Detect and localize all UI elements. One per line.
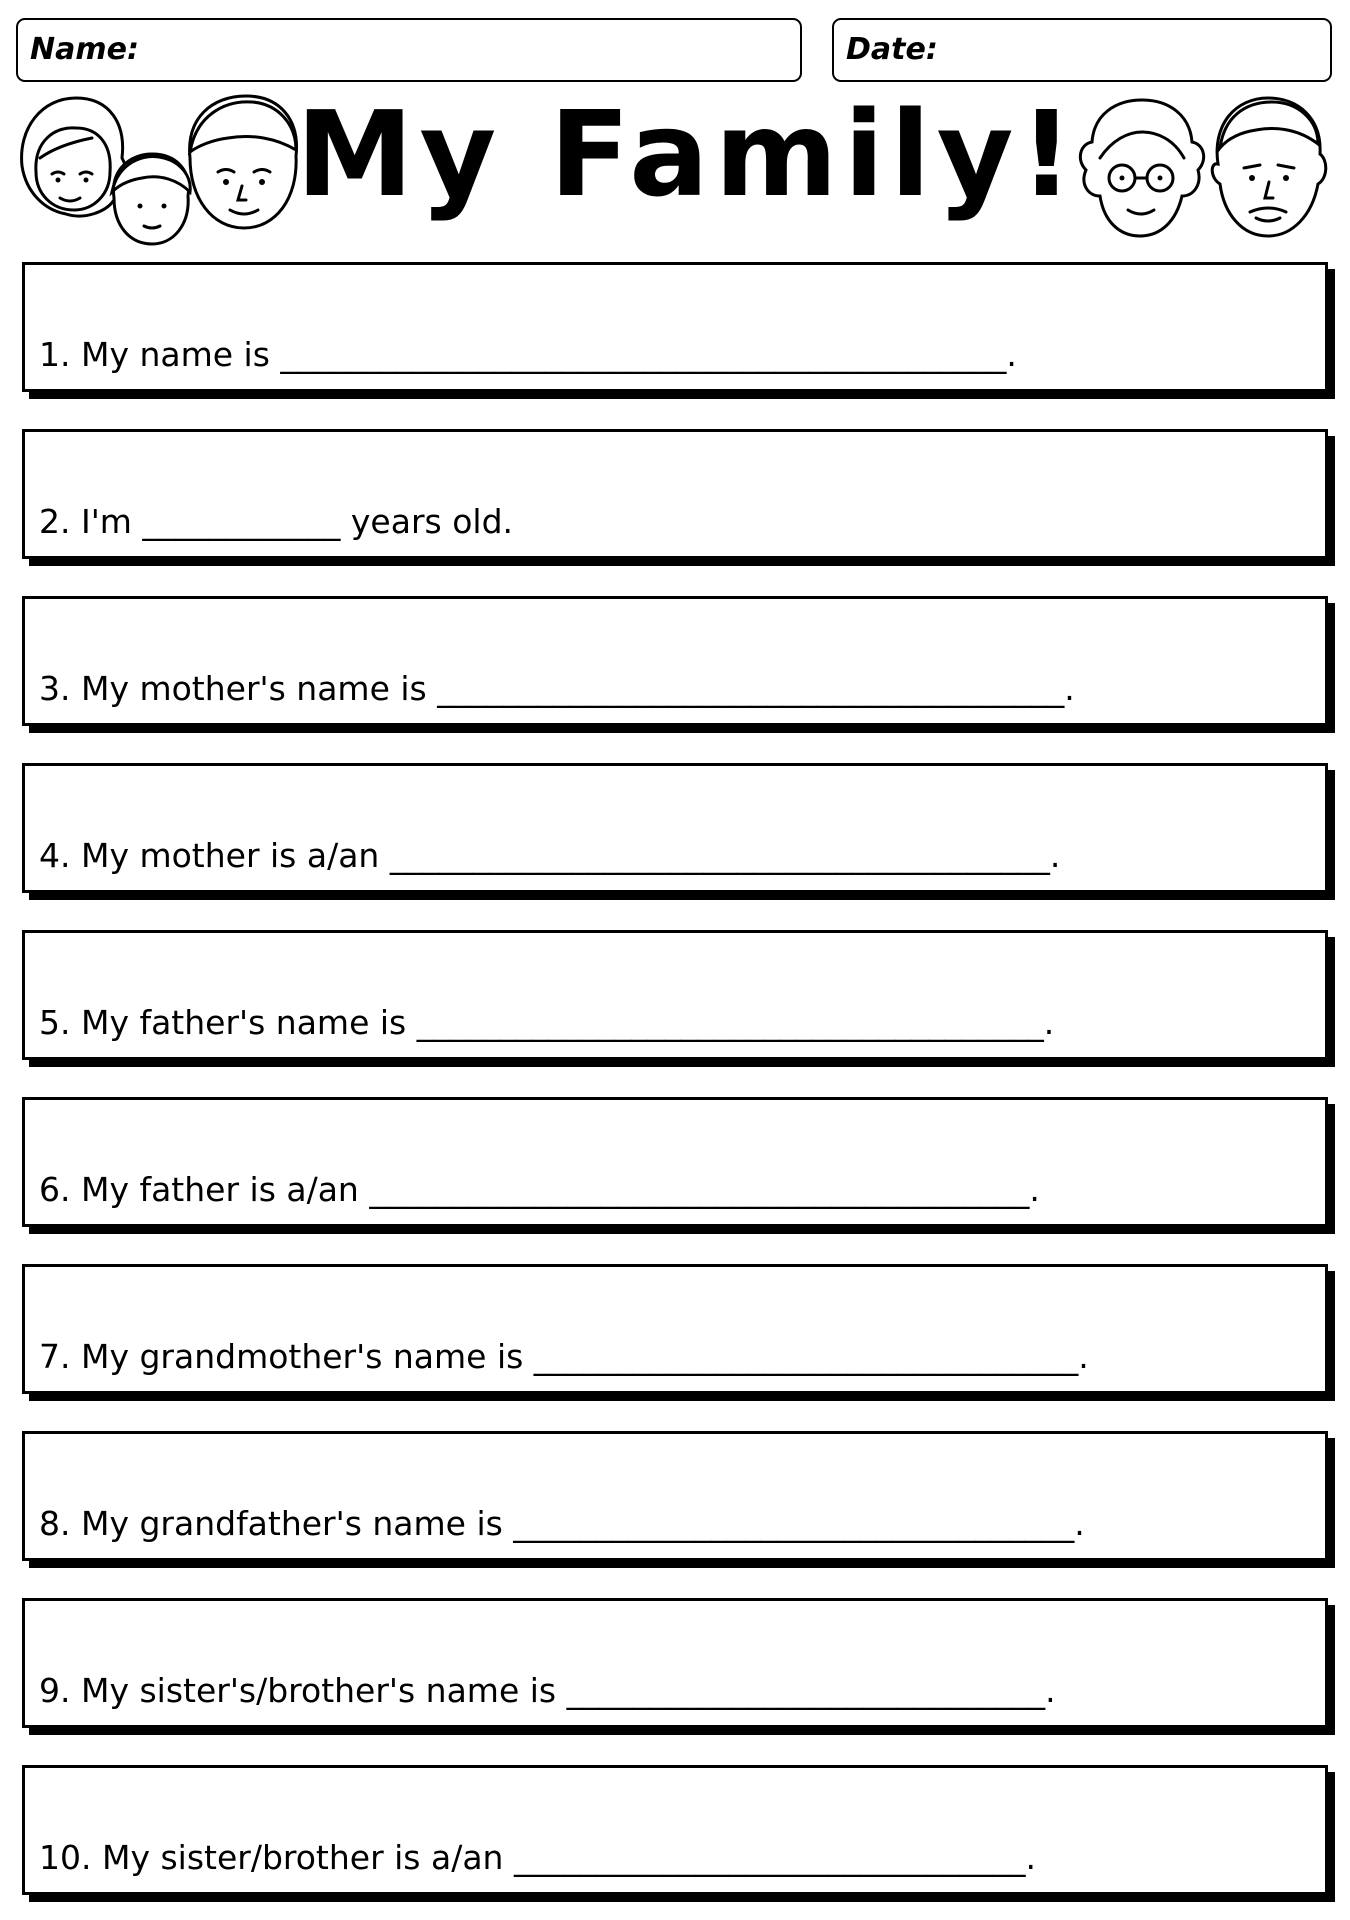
question-row-2[interactable] bbox=[22, 429, 1328, 559]
name-label: Name: bbox=[30, 32, 139, 67]
question-text: 3. My mother's name is ______________________________________. bbox=[39, 669, 1075, 708]
question-text: 7. My grandmother's name is _________________________________. bbox=[39, 1337, 1089, 1376]
mother-face-icon bbox=[22, 98, 127, 216]
page-title: My Family! bbox=[296, 85, 1080, 223]
question-row-10[interactable] bbox=[22, 1765, 1328, 1895]
question-row-8[interactable] bbox=[22, 1431, 1328, 1561]
question-row-6[interactable] bbox=[22, 1097, 1328, 1227]
question-text: 2. I'm ____________ years old. bbox=[39, 502, 514, 541]
family-faces-right bbox=[1072, 88, 1334, 254]
question-text: 1. My name is ____________________________________________. bbox=[39, 335, 1017, 374]
family-faces-left bbox=[14, 88, 300, 254]
grandfather-face-icon bbox=[1212, 98, 1326, 236]
question-text: 8. My grandfather's name is __________________________________. bbox=[39, 1504, 1085, 1543]
question-text: 4. My mother is a/an ________________________________________. bbox=[39, 836, 1061, 875]
question-text: 5. My father's name is ______________________________________. bbox=[39, 1003, 1055, 1042]
child-face-icon bbox=[112, 154, 190, 244]
name-field[interactable] bbox=[16, 18, 802, 82]
question-text: 9. My sister's/brother's name is _____________________________. bbox=[39, 1671, 1056, 1710]
grandmother-face-icon bbox=[1080, 100, 1203, 236]
date-field[interactable] bbox=[832, 18, 1332, 82]
question-row-7[interactable] bbox=[22, 1264, 1328, 1394]
question-row-3[interactable] bbox=[22, 596, 1328, 726]
question-row-5[interactable] bbox=[22, 930, 1328, 1060]
question-text: 10. My sister/brother is a/an _______________________________. bbox=[39, 1838, 1036, 1877]
date-label: Date: bbox=[846, 32, 938, 67]
question-row-4[interactable] bbox=[22, 763, 1328, 893]
question-row-1[interactable] bbox=[22, 262, 1328, 392]
question-text: 6. My father is a/an ________________________________________. bbox=[39, 1170, 1040, 1209]
father-face-icon bbox=[190, 96, 297, 228]
question-row-9[interactable] bbox=[22, 1598, 1328, 1728]
